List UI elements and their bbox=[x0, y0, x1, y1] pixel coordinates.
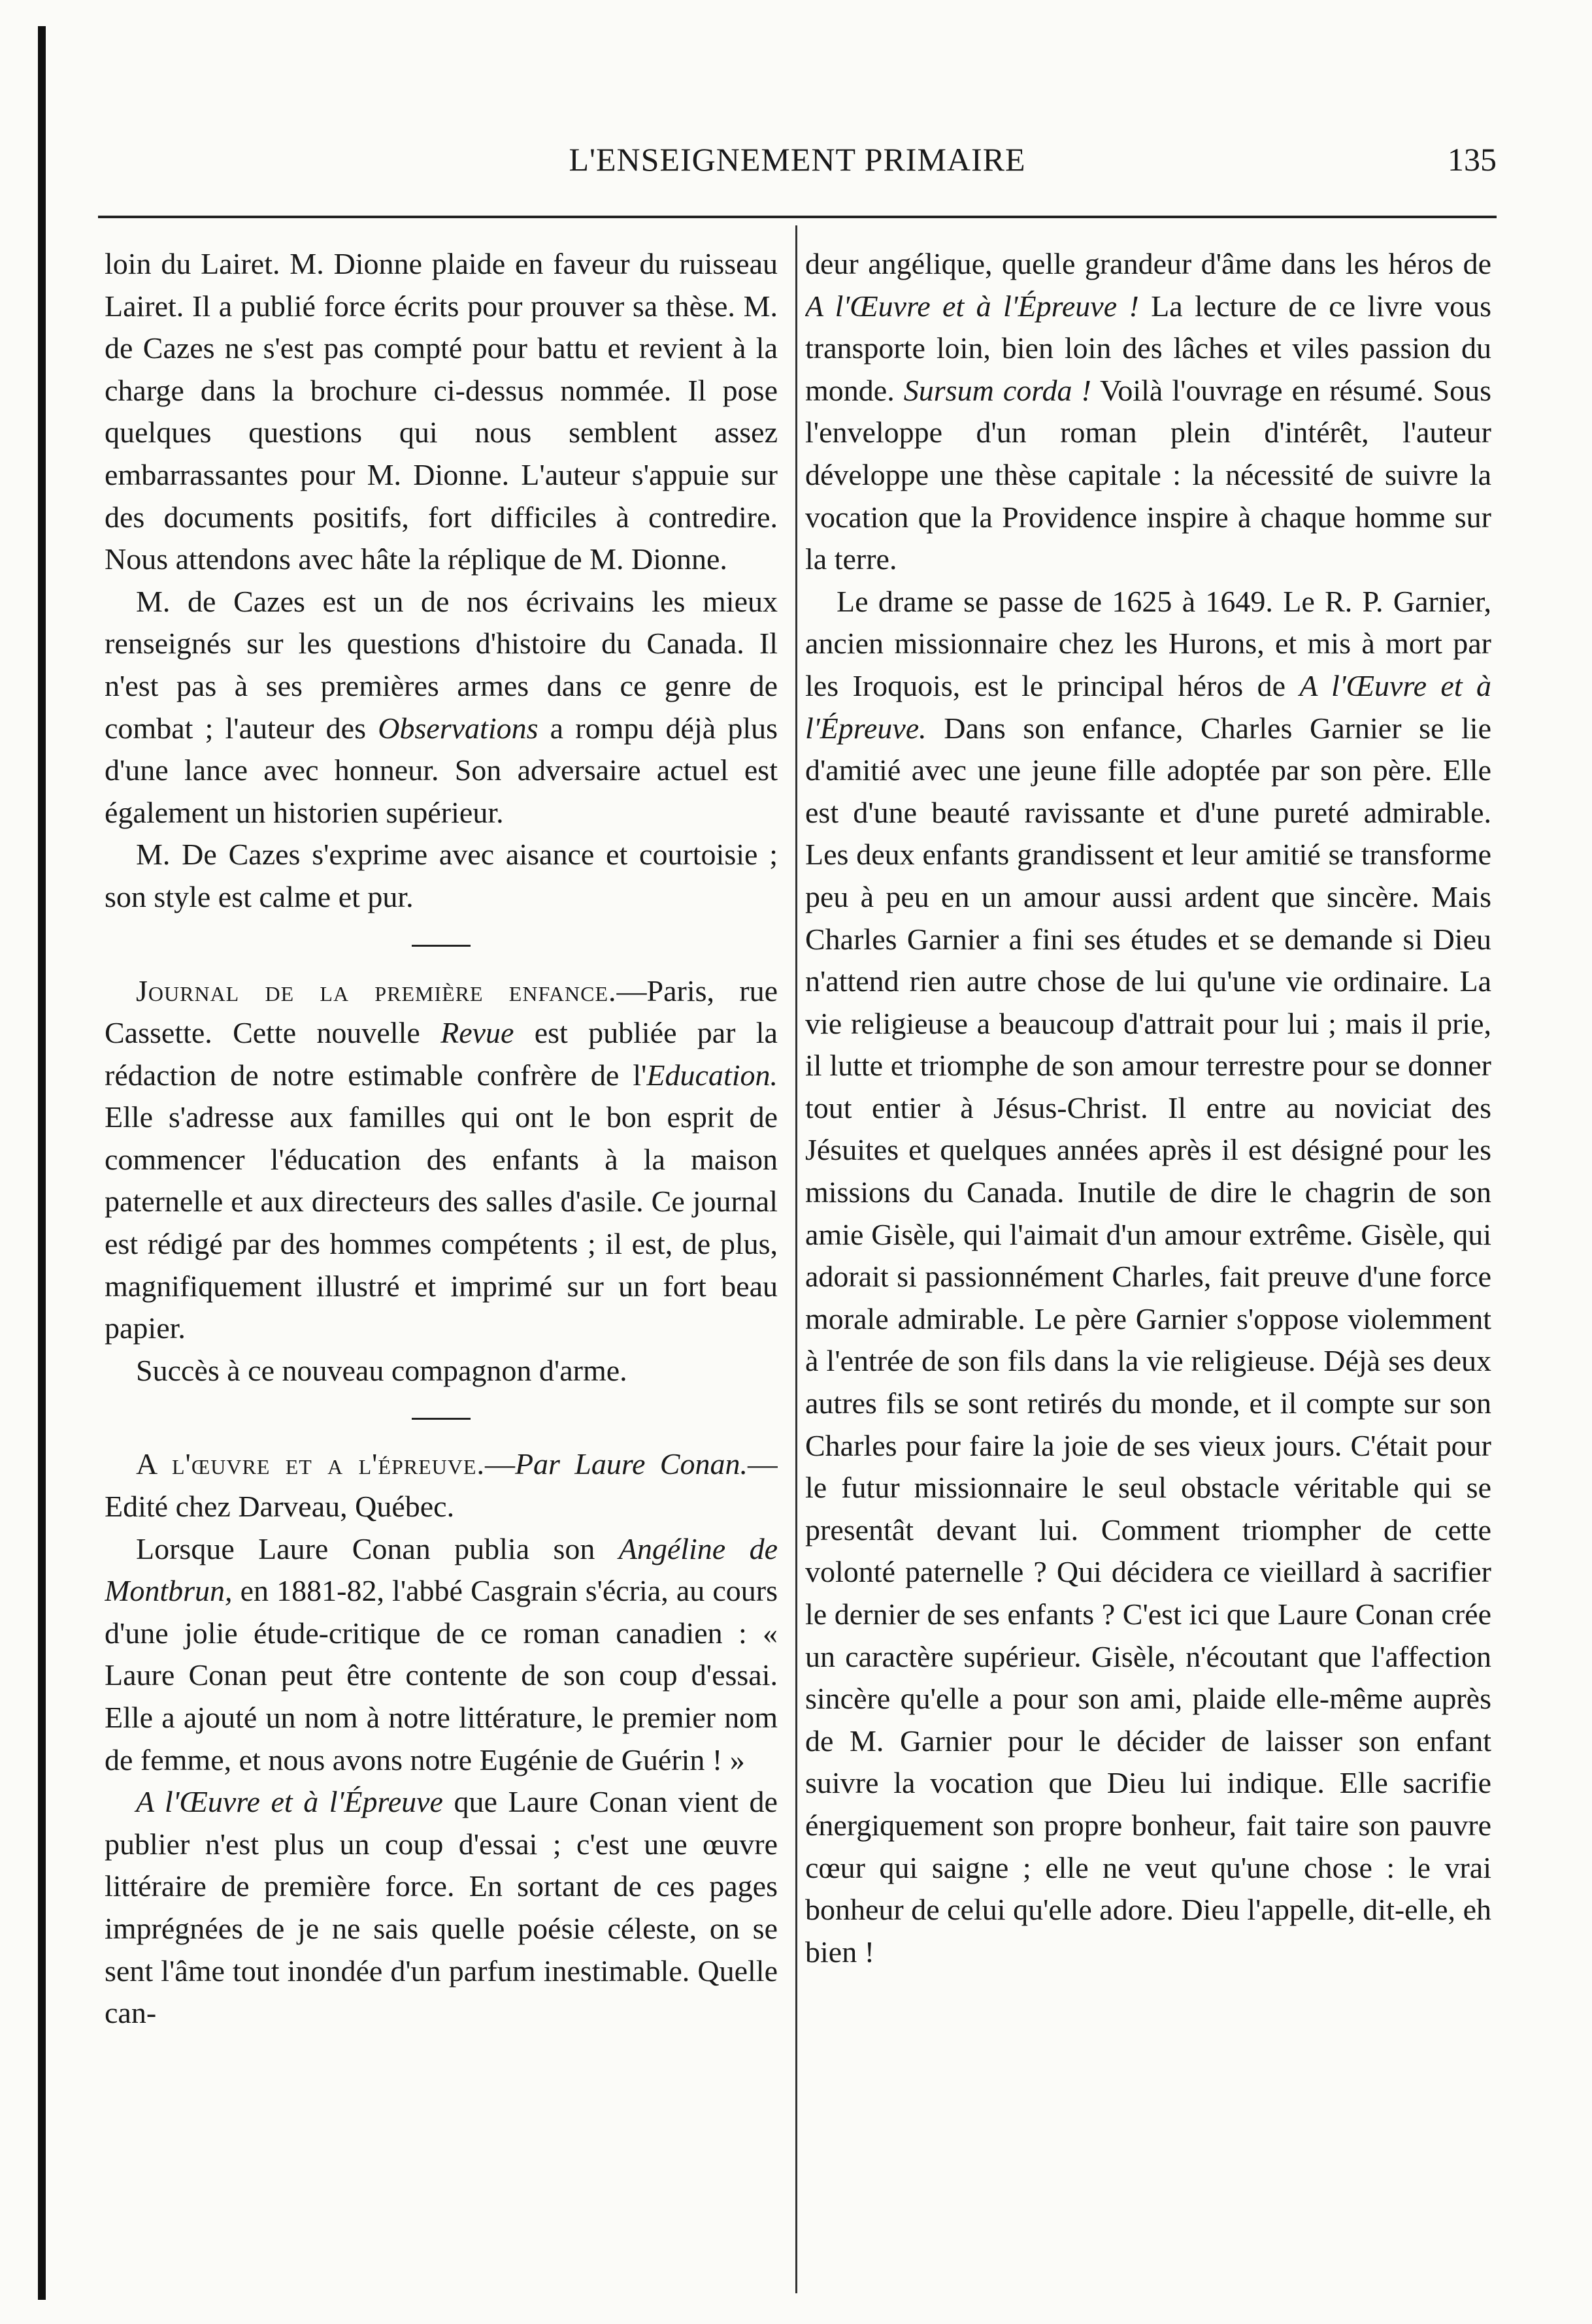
section-separator bbox=[412, 1418, 471, 1420]
paragraph: Le drame se passe de 1625 à 1649. Le R. P. Garnier, ancien missionnaire chez les Hurons, et mis à mort par les Iroquois, est le principal héros de A l'Œuvre et à l'Épreuve. Dans son enfance, Charles Garnier se lie d'amitié avec une jeune fille adoptée par son père. Elle est d'une beauté ravissante et d'une pureté admirable. Les deux enfants grandissent et leur amitié se transforme peu à peu en un amour aussi ardent que sincère. Mais Charles Garnier a fini ses études et se demande si Dieu n'attend rien autre chose de lui qu'une vie ordinaire. La vie religieuse a beaucoup d'attrait pour lui ; mais il prie, il lutte et triomphe de son amour terrestre pour se donner tout entier à Jésus-Christ. Il entre au noviciat des Jésuites et quelques années après il est désigné pour les missions du Canada. Inutile de dire le chagrin de son amie Gisèle, qui l'aimait d'un amour extrême. Gisèle, qui adorait si passionnément Charles, fait preuve d'une force morale admirable. Le père Garnier s'oppose violemment à l'entrée de son fils dans la vie religieuse. Déjà ses deux autres fils se sont retirés du monde, et il compte sur son Charles pour faire la joie de ses vieux jours. C'était pour le futur missionnaire le seul obstacle véritable qui se presentât devant lui. Comment triompher de cette volonté paternelle ? Qui décidera ce vieillard à sacrifier le dernier de ses enfants ? C'est ici que Laure Conan crée un caractère supérieur. Gisèle, n'écoutant que l'affection sincère qu'elle a pour son ami, plaide elle-même auprès de M. Garnier pour le décider de laisser son enfant suivre la vocation que Dieu lui indique. Elle sacrifie énergiquement son propre bonheur, fait taire son pauvre cœur qui saigne ; elle ne veut qu'une chose : le vrai bonheur de celui qu'elle adore. Dieu l'appelle, dit-elle, eh bien ! bbox=[805, 584, 1491, 1969]
page-number: 135 bbox=[1448, 141, 1497, 178]
column-divider bbox=[795, 225, 797, 2293]
review-heading: Journal de la première enfance. bbox=[136, 974, 617, 1007]
header-rule bbox=[98, 216, 1497, 218]
paragraph: deur angélique, quelle grandeur d'âme dans les héros de A l'Œuvre et à l'Épreuve ! La lecture de ce livre vous transporte loin, bien loin des lâches et viles passion du monde. Sursum corda ! Voilà l'ouvrage en résumé. Sous l'enveloppe d'un roman plein d'intérêt, l'auteur développe une thèse capitale : la nécessité de suivre la vocation que la Providence inspire à chaque homme sur la terre. bbox=[805, 247, 1491, 576]
binding-edge bbox=[38, 26, 46, 2300]
paragraph: M. de Cazes est un de nos écrivains les mieux renseignés sur les questions d'histoire du Canada. Il n'est pas à ses premières armes dans ce genre de combat ; l'auteur des Observations a rompu déjà plus d'une lance avec honneur. Son adversaire actuel est également un historien supérieur. bbox=[105, 584, 778, 829]
right-column bbox=[805, 243, 1491, 2295]
running-title: L'ENSEIGNEMENT PRIMAIRE bbox=[569, 141, 1026, 178]
paragraph: Lorsque Laure Conan publia son Angéline de Montbrun, en 1881-82, l'abbé Casgrain s'écria, au cours d'une jolie étude-critique de ce roman canadien : « Laure Conan peut être contente de son coup d'essai. Elle a ajouté un nom à notre littérature, le premier nom de femme, et nous avons notre Eugénie de Guérin ! » bbox=[105, 1531, 778, 1776]
paragraph: M. De Cazes s'exprime avec aisance et courtoisie ; son style est calme et pur. bbox=[105, 838, 778, 913]
review-journal-premiere-enfance: Journal de la première enfance.—Paris, rue Cassette. Cette nouvelle Revue est publiée par la rédaction de notre estimable confrère de l'Education. Elle s'adresse aux familles qui ont le bon esprit de commencer l'éducation des enfants à la maison paternelle et aux directeurs des salles d'asile. Ce journal est rédigé par des hommes compétents ; il est, de plus, magnifiquement illustré et imprimé sur un fort beau papier. bbox=[105, 974, 778, 1345]
review-a-loeuvre: A l'œuvre et a l'épreuve.—Par Laure Conan.—Edité chez Darveau, Québec. bbox=[105, 1447, 778, 1524]
paragraph: loin du Lairet. M. Dionne plaide en faveur du ruisseau Lairet. Il a publié force écrits pour prouver sa thèse. M. de Cazes ne s'est pas compté pour battu et revient à la charge dans la brochure ci-dessus nommée. Il pose quelques questions qui nous semblent assez embarrassantes pour M. Dionne. L'auteur s'appuie sur des documents positifs, fort difficiles à contredire. Nous attendons avec hâte la réplique de M. Dionne. bbox=[105, 247, 778, 576]
paragraph: A l'Œuvre et à l'Épreuve que Laure Conan vient de publier n'est plus un coup d'essai ; c'est une œuvre littéraire de première force. En sortant de ces pages imprégnées de je ne sais quelle poésie céleste, on se sent l'âme tout inondée d'un parfum inestimable. Quelle can- bbox=[105, 1785, 778, 2030]
page-header bbox=[98, 140, 1497, 193]
left-column bbox=[105, 243, 778, 2295]
section-separator bbox=[412, 945, 471, 947]
paragraph: Succès à ce nouveau compagnon d'arme. bbox=[136, 1353, 627, 1387]
review-heading: A l'œuvre et a l'épreuve. bbox=[136, 1447, 485, 1481]
